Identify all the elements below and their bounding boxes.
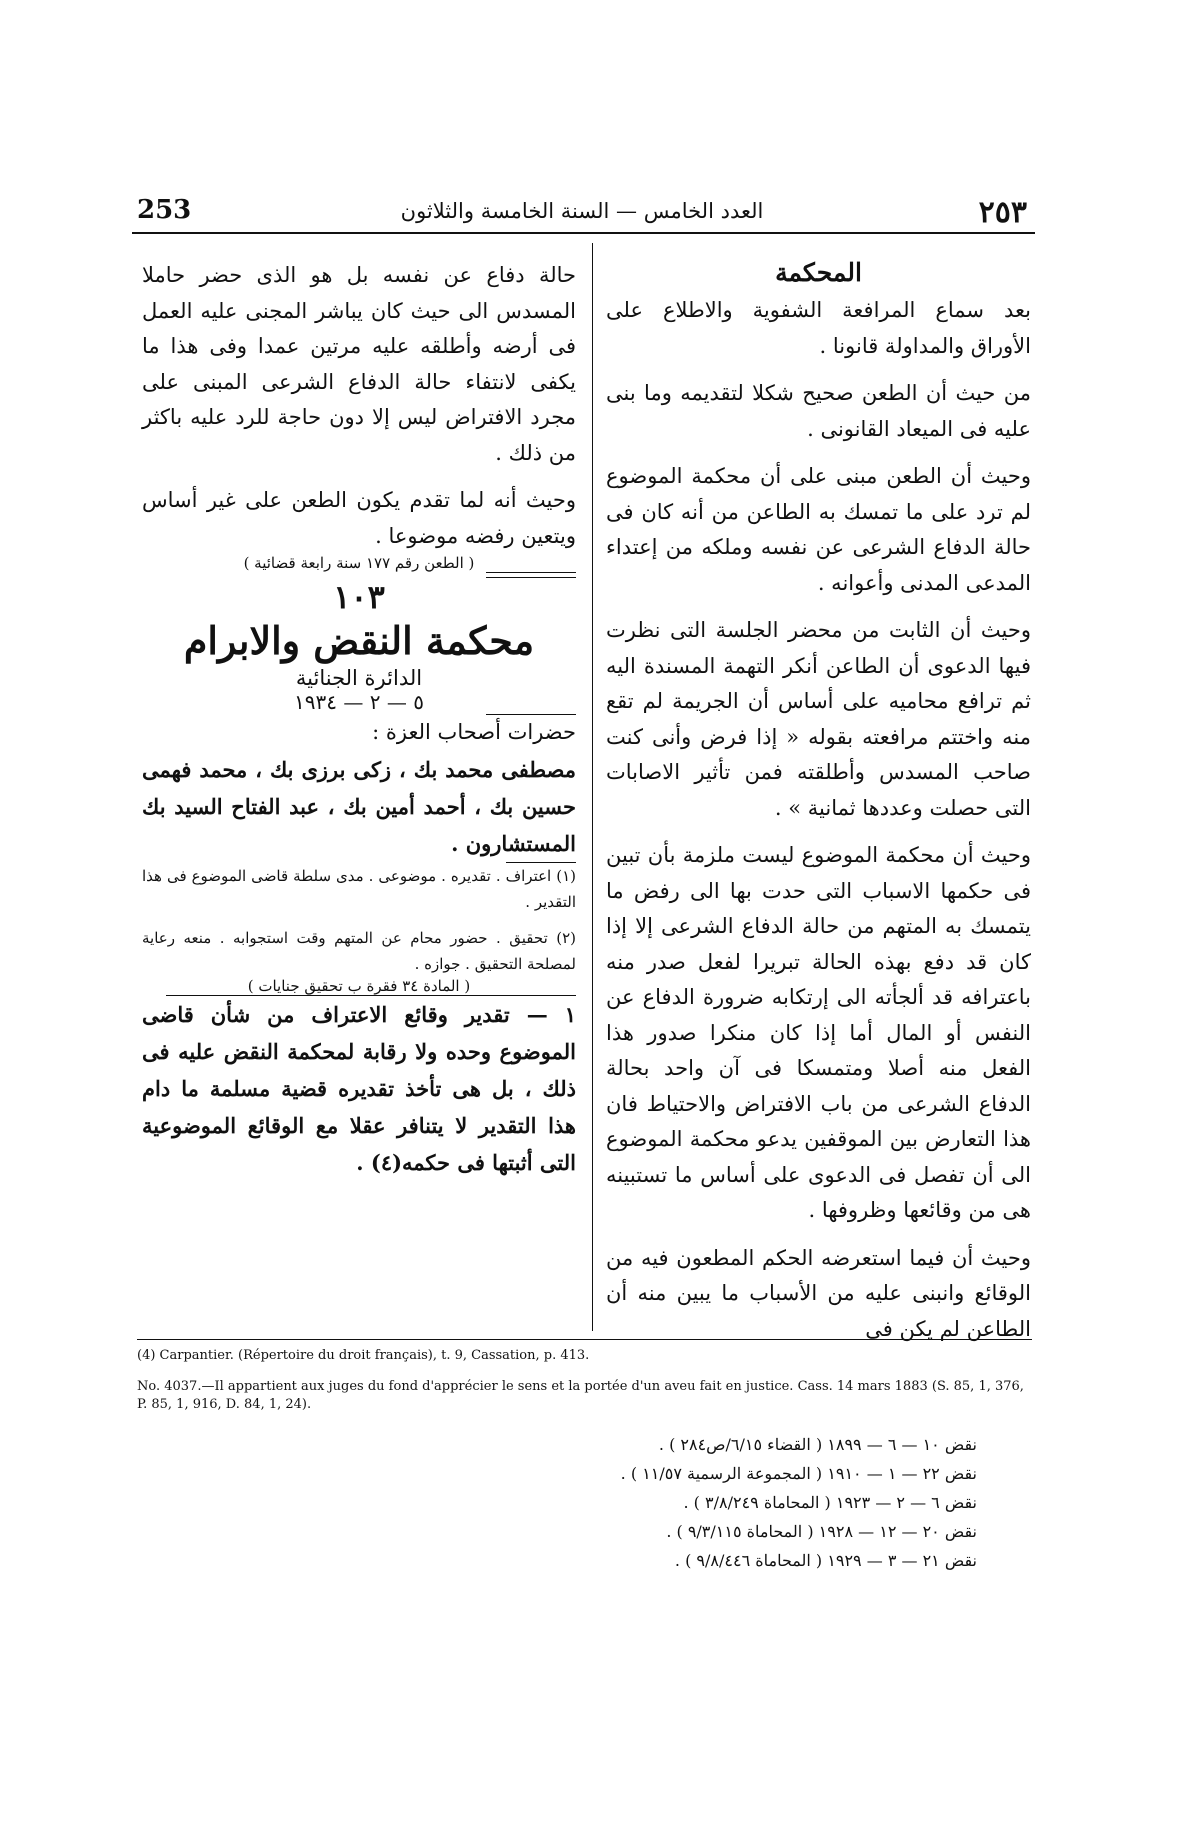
header-rule (132, 232, 1035, 234)
headnote: (٢) تحقيق . حضور محام عن المتهم وقت استجوابه . منعه رعاية لمصلحة التحقيق . جوازه . (142, 928, 576, 973)
reference-line: نقض ٢١ — ٣ — ١٩٢٩ ( المحاماة ٩/٨/٤٤٦ ) . (674, 1551, 977, 1570)
paragraph: وحيث أن محكمة الموضوع ليست ملزمة بأن تبين فى حكمها الاسباب التى حدت بها الى رفض ما يتمسك به المتهم من حالة الدفاع الشرعى إلا إذا كان قد دفع بهذه الحالة تبريرا لفعل صدر منه باعترافه قد ألجأته الى إرتكابه ضرورة الدفاع عن النفس أو المال أما إذا كان منكرا صدور هذا الفعل منه أصلا ومتمسكا فى آن واحد بحالة الدفاع الشرعى من باب الافتراض والاحتياط فان هذا التعارض بين الموقفين يدعو محكمة الموضوع الى أن تفصل فى الدعوى على أساس ما تستبينه هى من وقائعها وظروفها . (606, 843, 1031, 1222)
ruling-date: ٥ — ٢ — ١٩٣٤ (294, 690, 424, 714)
column-separator (592, 243, 593, 1331)
page-number-latin: 253 (137, 195, 192, 225)
headnote: (١) اعتراف . تقديره . موضوعى . مدى سلطة قاضى الموضوع فى هذا التقدير . (142, 866, 576, 911)
judges-list: مصطفى محمد بك ، زكى برزى بك ، محمد فهمى حسين بك ، أحمد أمين بك ، عبد الفتاح السيد بك المستشارون . (142, 756, 576, 856)
circuit-name: الدائرة الجنائية (295, 666, 423, 690)
judges-heading: حضرات أصحاب العزة : (372, 720, 576, 744)
case-references (417, 1430, 977, 1575)
paragraph: وحيث أن الطعن مبنى على أن محكمة الموضوع لم ترد على ما تمسك به الطاعن من أنه كان فى حالة الدفاع الشرعى عن نفسه وملكه من إعتداء المدعى المدنى وأعوانه . (606, 464, 1031, 595)
reference-line: نقض ٢٠ — ١٢ — ١٩٢٨ ( المحاماة ٩/٣/١١٥ ) . (666, 1522, 977, 1541)
section-heading: المحكمة (775, 258, 862, 287)
reference-line: نقض ٢٢ — ١ — ١٩١٠ ( المجموعة الرسمية ١١/٥٧ ) . (620, 1464, 977, 1483)
reference-line: نقض ٦ — ٢ — ١٩٢٣ ( المحاماة ٣/٨/٢٤٩ ) . (683, 1493, 977, 1512)
footnote-rule (137, 1339, 1032, 1340)
footnote-french: No. 4037.—Il appartient aux juges du fond d'apprécier le sens et la portée d'un aveu fait en justice. Cass. 14 mars 1883 (S. 85, 1, 376, P. 85, 1, 916, D. 84, 1, 24). (137, 1379, 1024, 1412)
paragraph: من حيث أن الطعن صحيح شكلا لتقديمه وما بنى عليه فى الميعاد القانونى . (606, 381, 1031, 441)
paragraph: بعد سماع المرافعة الشفوية والاطلاع على الأوراق والمداولة قانونا . (606, 298, 1031, 358)
running-header (137, 195, 1027, 229)
case-number: ١٠٣ (333, 578, 385, 616)
legal-principle: ١ — تقدير وقائع الاعتراف من شأن قاضى الموضوع وحده ولا رقابة لمحكمة النقض عليه فى ذلك ، بل هى تأخذ تقديره قضية مسلمة ما دام هذا التقدير لا يتنافر عقلا مع الوقائع الموضوعية التى أثبتها فى حكمه(٤) . (142, 1001, 576, 1175)
court-name: محكمة النقض والابرام (183, 618, 535, 663)
paragraph: وحيث أن الثابت من محضر الجلسة التى نظرت فيها الدعوى أن الطاعن أنكر التهمة المسندة اليه ثم ترافع محاميه على أساس أن الجريمة لم تقع منه واختتم مرافعته بقوله « إذا فرض وأنى كنت صاحب المسدس وأطلقته فمن تأثير الاصابات التى حصلت وعددها ثمانية » . (606, 618, 1031, 820)
right-column (606, 258, 1031, 1347)
reference-line: نقض ١٠ — ٦ — ١٨٩٩ ( القضاء ٦/١٥/ص٢٨٤ ) . (658, 1435, 977, 1454)
appeal-citation: ( الطعن رقم ١٧٧ سنة رابعة قضائية ) (243, 554, 475, 572)
paragraph: حالة دفاع عن نفسه بل هو الذى حضر حاملا المسدس الى حيث كان يباشر المجنى عليه العمل فى أرضه وأطلقه عليه مرتين عمدا وفى هذا ما يكفى لانتفاء حالة الدفاع الشرعى المبنى على مجرد الافتراض ليس إلا دون حاجة للرد عليه باكثر من ذلك . (142, 263, 576, 465)
paragraph: وحيث أن فيما استعرضه الحكم المطعون فيه من الوقائع وانبنى عليه من الأسباب ما يبين منه أن الطاعن لم يكن فى (606, 1245, 1031, 1341)
article-reference: ( المادة ٣٤ فقرة ب تحقيق جنايات ) (247, 976, 471, 995)
paragraph: وحيث أنه لما تقدم يكون الطعن على غير أساس ويتعين رفضه موضوعا . (142, 488, 576, 548)
page-number-arabic: ٢٥٣ (978, 195, 1027, 230)
footnote-4: (4) Carpantier. (Répertoire du droit français), t. 9, Cassation, p. 413. (137, 1348, 590, 1363)
issue-title: العدد الخامس — السنة الخامسة والثلاثون (400, 199, 764, 223)
left-column (142, 258, 576, 1181)
